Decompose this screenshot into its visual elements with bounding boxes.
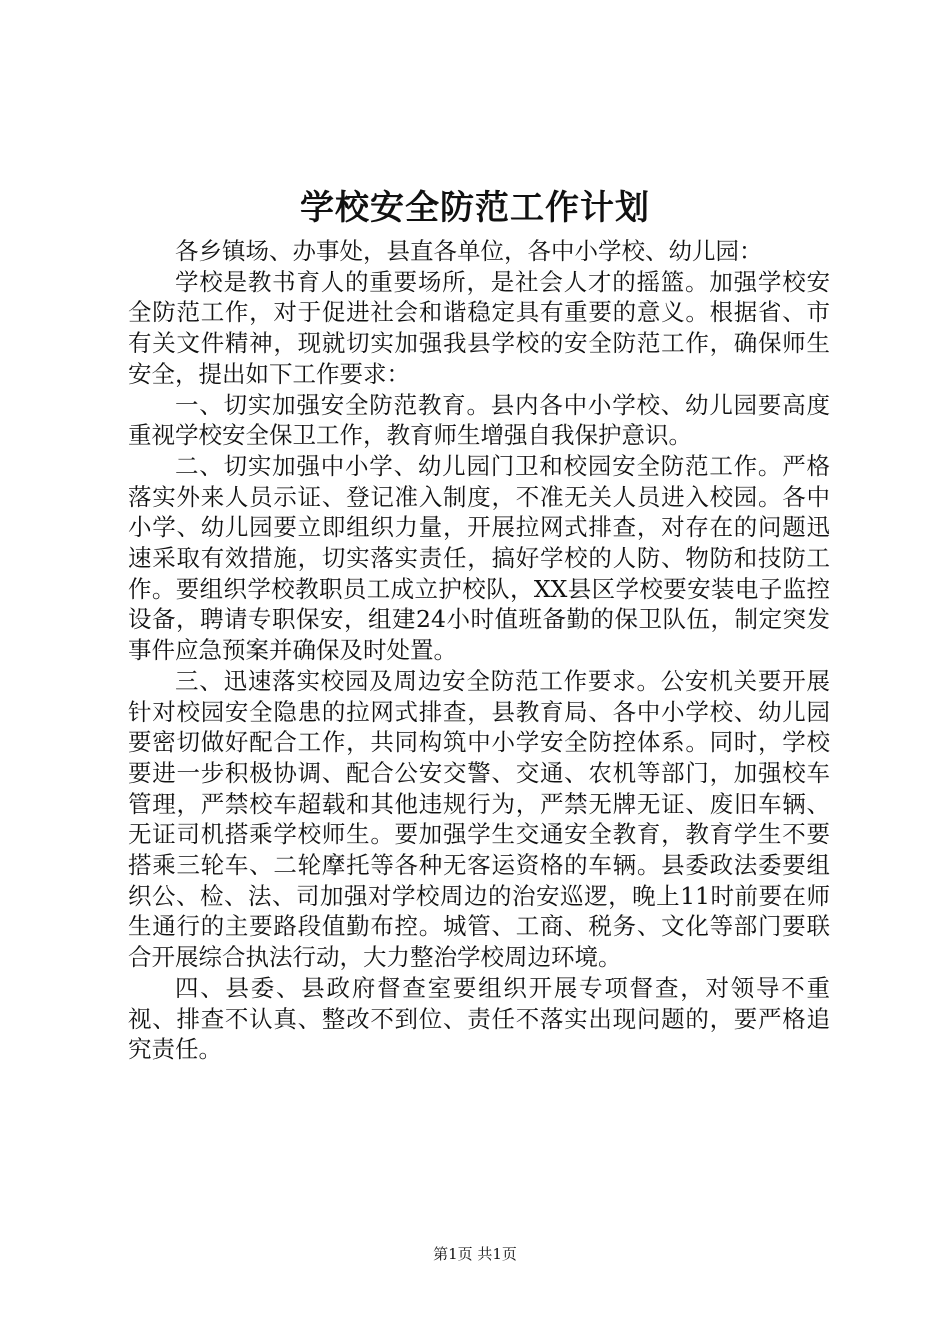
- intro-paragraph: 学校是教书育人的重要场所，是社会人才的摇篮。加强学校安全防范工作，对于促进社会和谐稳定具有重要的意义。根据省、市有关文件精神，现就切实加强我县学校的安全防范工作，确保师生安全，提出如下工作要求：: [128, 267, 830, 388]
- requirement-paragraph-4: 四、县委、县政府督查室要组织开展专项督查，对领导不重视、排查不认真、整改不到位、责任不落实出现问题的，要严格追究责任。: [128, 973, 830, 1064]
- requirement-paragraph-1: 一、切实加强安全防范教育。县内各中小学校、幼儿园要高度重视学校安全保卫工作，教育师生增强自我保护意识。: [128, 390, 830, 450]
- salutation-paragraph: 各乡镇场、办事处，县直各单位，各中小学校、幼儿园：: [175, 237, 763, 265]
- requirement-paragraph-3: 三、迅速落实校园及周边安全防范工作要求。公安机关要开展针对校园安全隐患的拉网式排查，县教育局、各中小学校、幼儿园要密切做好配合工作，共同构筑中小学安全防控体系。同时，学校要进一步积极协调、配合公安交警、交通、农机等部门，加强校车管理，严禁校车超载和其他违规行为，严禁无牌无证、废旧车辆、无证司机搭乘学校师生。要加强学生交通安全教育，教育学生不要搭乘三轮车、二轮摩托等各种无客运资格的车辆。县委政法委要组织公、检、法、司加强对学校周边的治安巡逻，晚上11时前要在师生通行的主要路段值勤布控。城管、工商、税务、文化等部门要联合开展综合执法行动，大力整治学校周边环境。: [128, 666, 830, 972]
- requirement-paragraph-2: 二、切实加强中小学、幼儿园门卫和校园安全防范工作。严格落实外来人员示证、登记准入制度，不准无关人员进入校园。各中小学、幼儿园要立即组织力量，开展拉网式排查，对存在的问题迅速采取有效措施，切实落实责任，搞好学校的人防、物防和技防工作。要组织学校教职员工成立护校队，XX县区学校要安装电子监控设备，聘请专职保安，组建24小时值班备勤的保卫队伍，制定突发事件应急预案并确保及时处置。: [128, 451, 830, 665]
- page-number-footer: 第1页 共1页: [433, 1245, 517, 1263]
- document-title: 学校安全防范工作计划: [300, 188, 650, 228]
- document-body: [128, 236, 830, 1065]
